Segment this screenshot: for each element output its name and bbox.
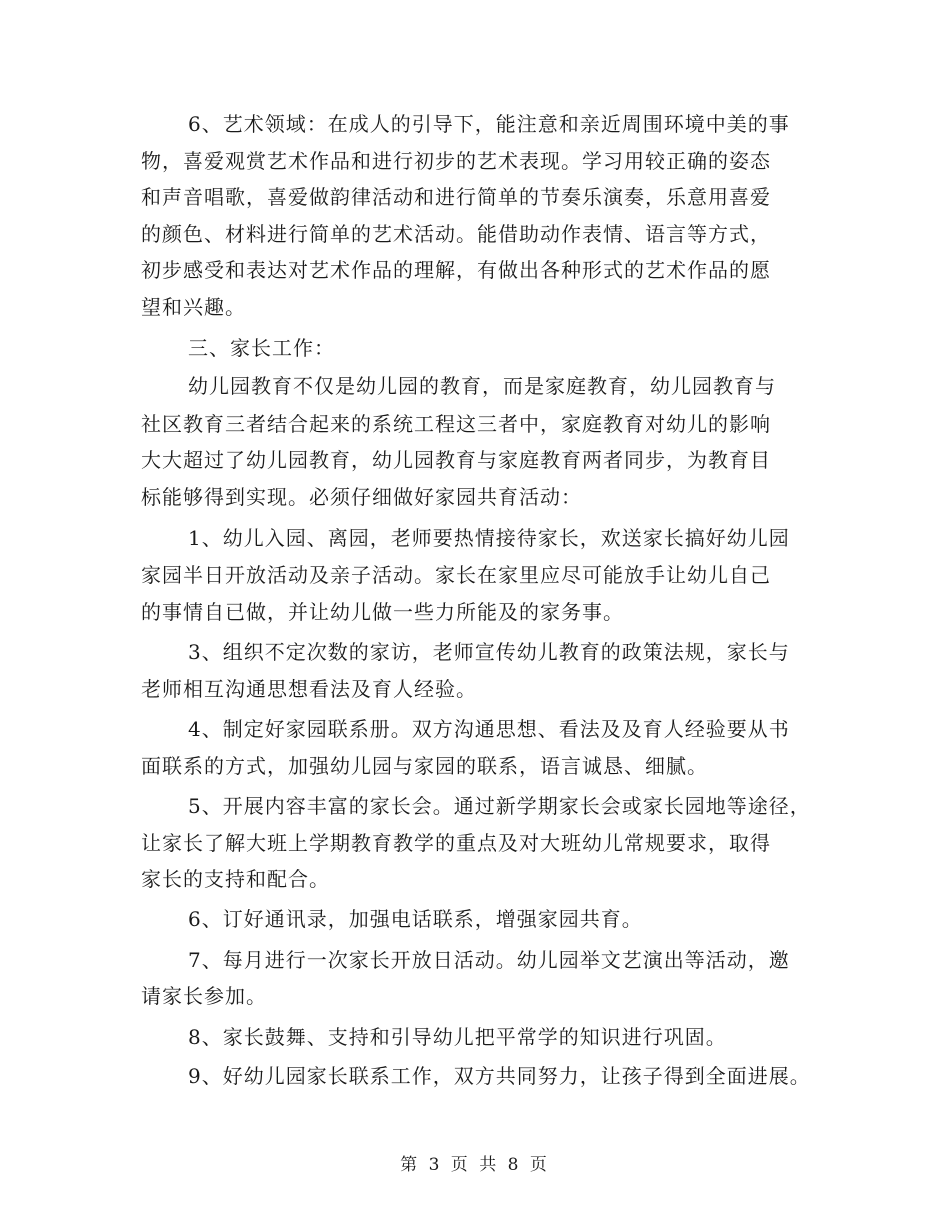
text-line: 初步感受和表达对艺术作品的理解，有做出各种形式的艺术作品的愿 [141, 258, 771, 282]
text-line: 的颜色、材料进行简单的艺术活动。能借助动作表情、语言等方式， [141, 222, 771, 246]
text-line: 幼儿园教育不仅是幼儿园的教育，而是家庭教育，幼儿园教育与 [188, 374, 776, 398]
text-line: 物，喜爱观赏艺术作品和进行初步的艺术表现。学习用较正确的姿态 [141, 149, 771, 173]
page-footer: 第 3 页 共 8 页 [400, 1155, 550, 1175]
text-line: 标能够得到实现。必须仔细做好家园共育活动： [141, 485, 582, 509]
text-line: 9、好幼儿园家长联系工作，双方共同努力，让孩子得到全面进展。 [188, 1064, 811, 1088]
text-line: 老师相互沟通思想看法及育人经验。 [141, 677, 477, 701]
text-line: 8、家长鼓舞、支持和引导幼儿把平常学的知识进行巩固。 [188, 1025, 727, 1049]
text-line: 面联系的方式，加强幼儿园与家园的联系，语言诚恳、细腻。 [141, 754, 708, 778]
text-line: 4、制定好家园联系册。双方沟通思想、看法及及育人经验要从书 [188, 717, 790, 741]
text-line: 的事情自已做，并让幼儿做一些力所能及的家务事。 [141, 600, 624, 624]
text-line: 6、订好通讯录，加强电话联系，增强家园共育。 [188, 907, 643, 931]
text-line: 望和兴趣。 [141, 295, 246, 319]
section-heading: 三、家长工作： [188, 336, 335, 360]
text-line: 大大超过了幼儿园教育，幼儿园教育与家庭教育两者同步，为教育目 [141, 448, 771, 472]
text-line: 社区教育三者结合起来的系统工程这三者中，家庭教育对幼儿的影响 [141, 412, 771, 436]
text-line: 3、组织不定次数的家访，老师宣传幼儿教育的政策法规，家长与 [188, 640, 790, 664]
text-line: 家长的支持和配合。 [141, 867, 330, 891]
text-line: 7、每月进行一次家长开放日活动。幼儿园举文艺演出等活动，邀 [188, 948, 790, 972]
text-line: 5、开展内容丰富的家长会。通过新学期家长会或家长园地等途径， [188, 794, 811, 818]
text-line: 让家长了解大班上学期教育教学的重点及对大班幼儿常规要求，取得 [141, 831, 771, 855]
text-line: 和声音唱歌，喜爱做韵律活动和进行简单的节奏乐演奏，乐意用喜爱 [141, 185, 771, 209]
text-line: 1、幼儿入园、离园，老师要热情接待家长，欢送家长搞好幼儿园 [188, 526, 790, 550]
text-line: 家园半日开放活动及亲子活动。家长在家里应尽可能放手让幼儿自己 [141, 563, 771, 587]
text-line: 请家长参加。 [141, 984, 267, 1008]
text-line: 6、艺术领域：在成人的引导下，能注意和亲近周围环境中美的事 [188, 112, 790, 136]
